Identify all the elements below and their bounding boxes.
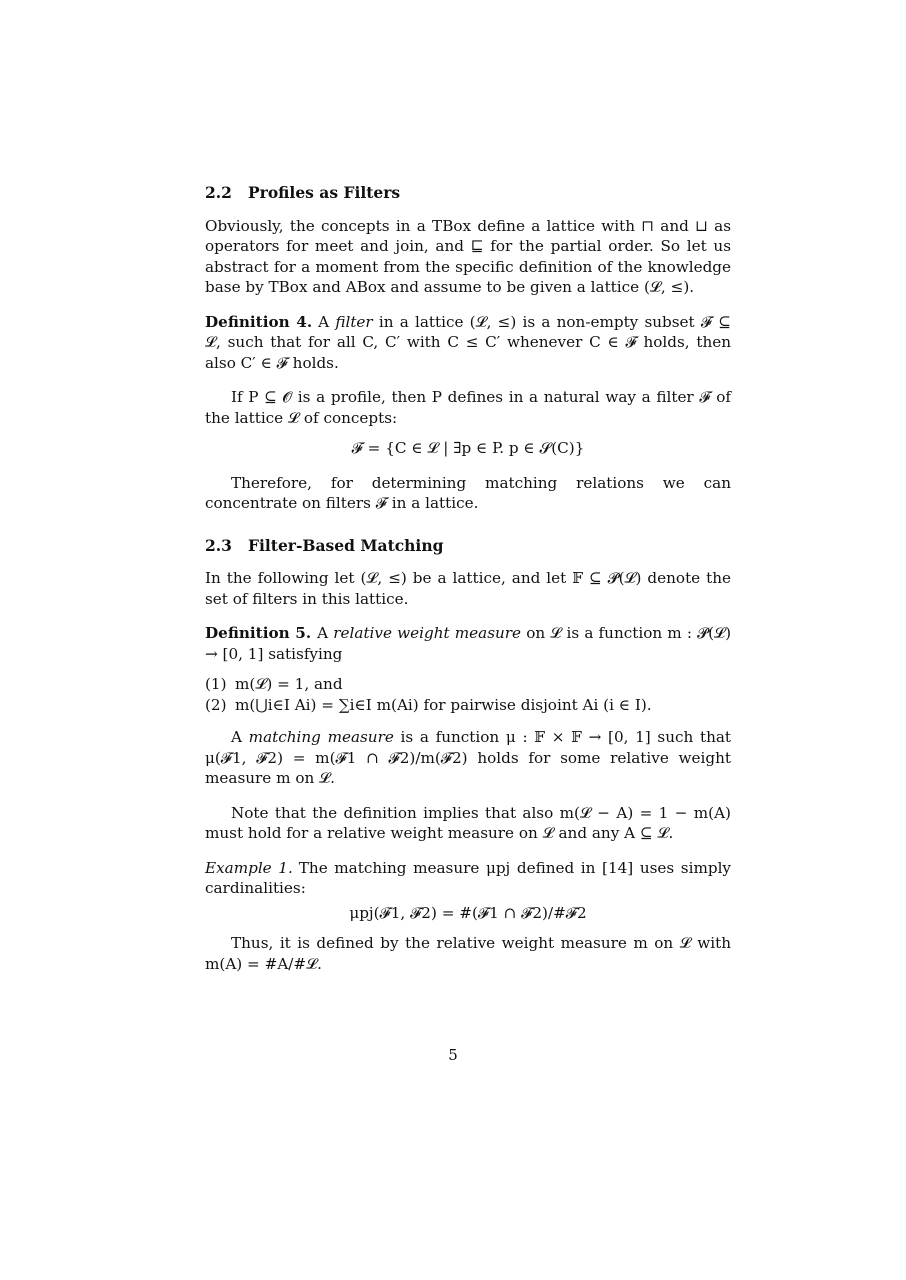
section-number: 2.3: [205, 535, 232, 555]
example-1-heading: Example 1.: [205, 858, 293, 877]
paper-page: [205, 183, 731, 974]
paragraph-matching-measure: [205, 727, 731, 789]
condition-list: [205, 674, 731, 715]
paragraph-lattice-intro: Obviously, the concepts in a TBox define a lattice with ⊓ and ⊔ as operators for meet and join, and ⊑ for the partial order. So let us abstract for a moment from the specific definition of the knowledge base by TBox and ABox and assume to be given a lattice (𝓛, ≤).: [205, 216, 731, 296]
example-1-text: The matching measure μpj defined in [14] uses simply cardinalities:: [205, 858, 732, 897]
list-item: [205, 674, 731, 695]
equation-filter-definition: 𝓕 = {C ∈ 𝓛 | ∃p ∈ P. p ∈ 𝓢(C)}: [351, 439, 585, 457]
section-title: Profiles as Filters: [248, 183, 401, 202]
example-1: [205, 858, 731, 899]
definition-5-heading: Definition 5.: [205, 624, 312, 642]
section-spacer: [205, 514, 731, 536]
paragraph-complement-note: Note that the definition implies that also m(𝓛 − A) = 1 − m(A) must hold for a relative weight measure on 𝓛 and any A ⊆ 𝓛.: [205, 803, 731, 842]
definition-4-term: filter: [335, 312, 373, 331]
matching-measure-term: matching measure: [248, 728, 394, 746]
section-heading-2-3: [205, 536, 731, 557]
matching-measure-post: is a function μ : 𝔽 × 𝔽 → [0, 1] such that μ(𝓕1, 𝓕2) = m(𝓕1 ∩ 𝓕2)/m(𝓕2) holds for some relative weight measure m on 𝓛.: [205, 728, 732, 787]
list-item-text: m(𝓛) = 1, and: [235, 675, 343, 693]
paragraph-concentrate-filters: Therefore, for determining matching relations we can concentrate on filters 𝓕 in a lattice.: [205, 473, 731, 512]
definition-5: [205, 623, 731, 664]
definition-5-text-pre: A: [317, 624, 334, 642]
section-heading-2-2: [205, 183, 731, 204]
list-item-text: m(⋃i∈I Ai) = ∑i∈I m(Ai) for pairwise disjoint Ai (i ∈ I).: [235, 695, 652, 714]
paragraph-profile-filter: If P ⊆ 𝓞 is a profile, then P defines in a natural way a filter 𝓕 of the lattice 𝓛 of concepts:: [205, 388, 731, 427]
matching-measure-pre: A: [231, 728, 249, 746]
definition-5-text-post: on 𝓛 is a function m : 𝓟(𝓛) → [0, 1] satisfying: [205, 624, 731, 663]
paragraph-weight-cardinality: Thus, it is defined by the relative weight measure m on 𝓛 with m(A) = #A/#𝓛.: [205, 934, 731, 973]
definition-4-text-pre: A: [318, 312, 336, 331]
equation-mu-pj: μpj(𝓕1, 𝓕2) = #(𝓕1 ∩ 𝓕2)/#𝓕2: [349, 903, 587, 922]
paragraph-filters-set: In the following let (𝓛, ≤) be a lattice, and let 𝔽 ⊆ 𝓟(𝓛) denote the set of filters in this lattice.: [205, 569, 731, 608]
definition-5-term: relative weight measure: [333, 624, 522, 642]
section-number: 2.2: [205, 183, 232, 202]
definition-4: [205, 312, 731, 374]
list-item-label: (1): [205, 675, 227, 693]
section-title: Filter-Based Matching: [248, 535, 444, 555]
list-item: [205, 695, 731, 716]
list-item-label: (2): [205, 695, 227, 714]
definition-4-text-post: in a lattice (𝓛, ≤) is a non-empty subset 𝓕 ⊆ 𝓛, such that for all C, C′ with C ≤ C′ whenever C ∈ 𝓕 holds, then also C′ ∈ 𝓕 holds.: [205, 312, 731, 372]
page-number: 5: [448, 1046, 458, 1064]
definition-4-heading: Definition 4.: [205, 312, 313, 331]
